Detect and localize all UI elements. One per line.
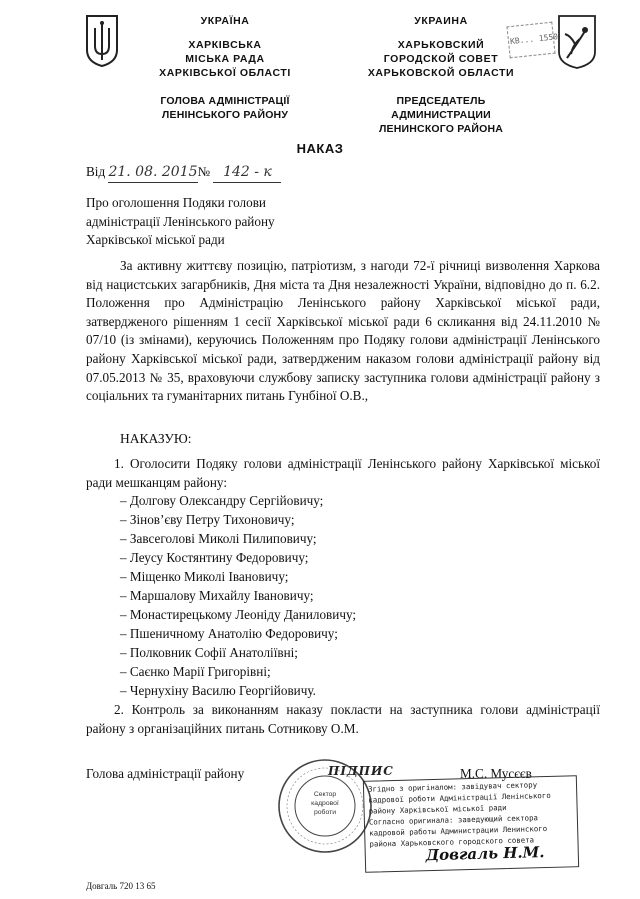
order-item-1: 1. Оголосити Подяку голови адміністрації Ленінського району Харківської міської ради мешканцям району: <box>86 456 600 490</box>
copy-stamp-line: Согласно оригинала: заведующий сектора <box>368 813 539 827</box>
recipient-item: – Саєнко Марії Григорівні; <box>120 664 271 679</box>
signature-title: Голова адміністрації району <box>86 766 245 781</box>
copy-stamp-signature: Довгаль Н.М. <box>425 843 545 865</box>
header-left-country: УКРАЇНА <box>200 15 250 27</box>
subject-line-2: адміністрації Ленінського району <box>86 213 275 229</box>
subject-block <box>86 194 386 250</box>
copy-stamp-line: району Харківської міської ради <box>368 803 507 816</box>
recipient-item: – Полковник Софії Анатоліївні; <box>120 645 298 660</box>
copy-stamp-line: района Харьковского городского совета <box>369 835 535 849</box>
signature-name: М.С. Мусєєв <box>460 766 532 781</box>
corner-registration-stamp <box>506 22 559 59</box>
corner-stamp-text: КВ... 1550 <box>509 32 559 47</box>
header-right-org-line-2: ГОРОДСКОЙ СОВЕТ <box>383 53 499 65</box>
copy-certification-stamp <box>363 775 579 873</box>
header-left-org-line-2: МІСЬКА РАДА <box>185 53 265 65</box>
number-value: 142 - к <box>213 163 281 183</box>
seal-center-text <box>276 790 374 817</box>
recipient-item: – Долгову Олександру Сергійовичу; <box>120 493 324 508</box>
recipient-item: – Зінов’єву Петру Тихоновичу; <box>120 512 295 527</box>
date-number-line <box>86 163 281 183</box>
recipient-item: – Леусу Костянтину Федоровичу; <box>120 550 309 565</box>
copy-stamp-line: кадровой работы Администрации Ленинского <box>369 824 548 838</box>
recipient-list <box>120 491 520 700</box>
seal-center-line-2: кадрової <box>311 800 339 807</box>
date-value: 21. 08. 2015 <box>108 163 197 183</box>
header-right-head-line-1: ПРЕДСЕДАТЕЛЬ АДМИНИСТРАЦИИ <box>391 95 491 121</box>
recipient-item: – Маршалову Михайлу Івановичу; <box>120 588 314 603</box>
recipient-item: – Міщенко Миколі Івановичу; <box>120 569 289 584</box>
header-left-head-line-1: ГОЛОВА АДМІНІСТРАЦІЇ <box>160 95 290 107</box>
order-word: НАКАЗУЮ: <box>120 431 192 446</box>
subject-line-1: Про оголошення Подяки голови <box>86 195 266 210</box>
order-item-2: 2. Контроль за виконанням наказу покласти на заступника голови адміністрації району з організаційних питань Сотникову О.М. <box>86 702 600 736</box>
preamble-paragraph: За активну життєву позицію, патріотизм, з нагоди 72-ї річниці визволення Харкова від нацистських загарбників, Дня міста та Дня незалежності України, відповідно до п. 6.2. Положення про Адміністрацію Ленінського району Харківської міської ради, затвердженого рішенням 1 сесії Харківської міської ради 6 скликання від 24.11.2010 № 07/10 (із змінами), керуючись Положенням про Подяку голови адміністрації Ленінського району Харківської міської ради, затвердженим наказом голови адміністрації району від 07.05.2013 № 35, враховуючи службову записку заступника голови адміністрації району з соціальних та гуманітарних питань Гунбіної О.В., <box>86 258 600 404</box>
kharkiv-city-emblem <box>557 14 597 70</box>
header-right-org-line-3: ХАРЬКОВСКОЙ ОБЛАСТИ <box>367 67 515 79</box>
seal-signature-mark: ПІДПИС <box>328 764 394 778</box>
subject-line-3: Харківської міської ради <box>86 232 225 248</box>
header-left-org-line-1: ХАРКІВСЬКА <box>188 39 262 51</box>
footer-executor: Довгаль 720 13 65 <box>86 881 156 891</box>
date-prefix: Від <box>86 164 106 179</box>
seal-center-line-3: роботи <box>314 809 336 816</box>
header-left-block <box>140 14 310 122</box>
header-left-head-line-2: ЛЕНІНСЬКОГО РАЙОНУ <box>161 109 289 121</box>
copy-stamp-line: кадрової роботи Адміністрації Ленінського <box>368 790 551 805</box>
number-prefix: № <box>197 164 211 179</box>
recipient-item: – Монастирецькому Леоніду Даниловичу; <box>120 607 357 622</box>
recipient-item: – Пшеничному Анатолію Федоровичу; <box>120 626 338 641</box>
header-right-country: УКРАИНА <box>414 15 468 27</box>
document-title: НАКАЗ <box>296 141 344 156</box>
recipient-item: – Завсеголові Миколі Пилиповичу; <box>120 531 317 546</box>
ukraine-coat-of-arms <box>85 14 119 68</box>
seal-center-line-1: Сектор <box>313 791 337 798</box>
header-left-org-line-3: ХАРКІВСЬКОЇ ОБЛАСТІ <box>159 67 291 79</box>
copy-stamp-line: Згідно з оригіналом: завідувач сектору <box>367 780 538 794</box>
recipient-item: – Чернухіну Василю Георгійовичу. <box>120 683 316 698</box>
header-right-org-line-1: ХАРЬКОВСКИЙ <box>397 39 485 51</box>
header-right-head-line-2: ЛЕНИНСКОГО РАЙОНА <box>378 123 504 135</box>
